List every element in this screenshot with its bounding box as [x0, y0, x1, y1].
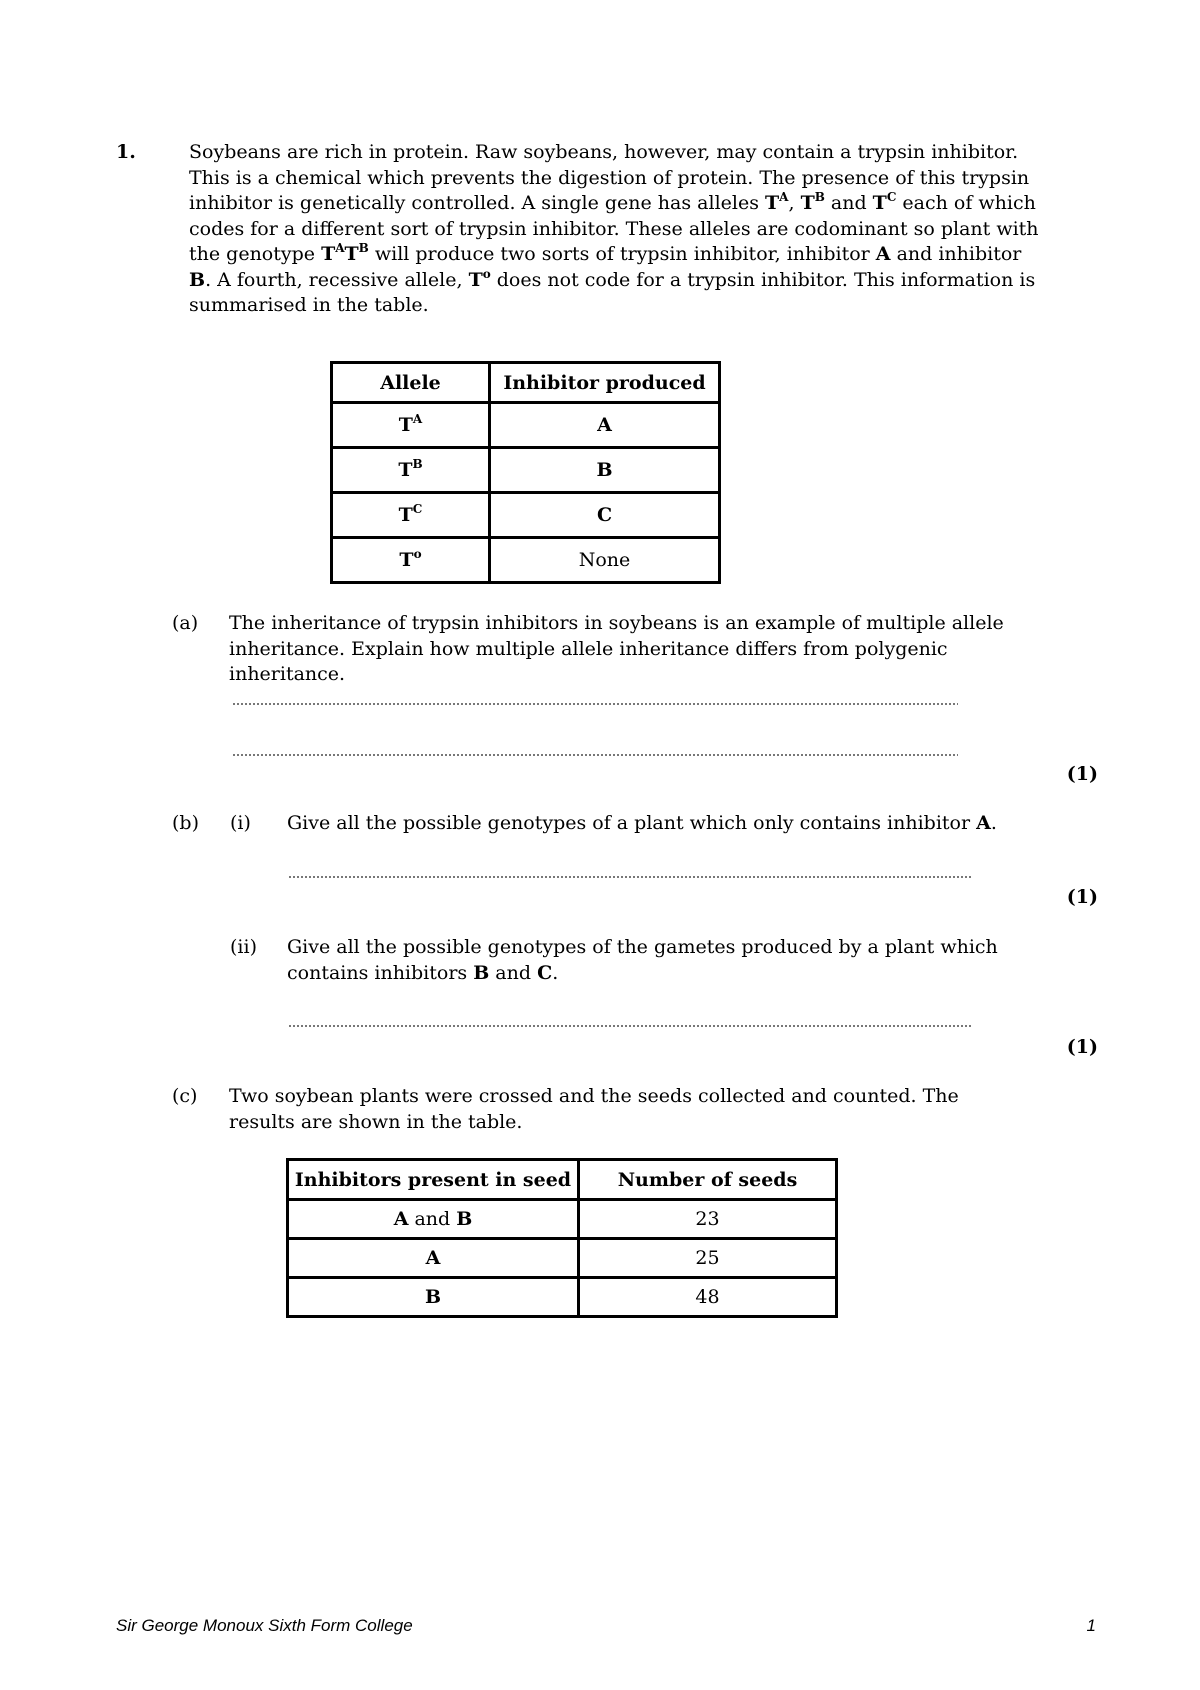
answer-line[interactable]: [232, 703, 958, 705]
allele-sup: C: [886, 190, 897, 204]
allele-symbol: T: [800, 192, 815, 214]
allele-cell: $T^o$: [332, 538, 490, 583]
intro-text-6: does not code for a trypsin inhibitor. This information is summarised in the table.: [189, 268, 1036, 316]
intro-paragraph: [189, 140, 1049, 319]
allele-sup: A: [779, 190, 789, 204]
column-header: Inhibitor produced: [490, 363, 720, 403]
count-cell: 48: [579, 1278, 837, 1317]
separator: and: [824, 192, 873, 214]
inhibitor-cell: C: [490, 493, 720, 538]
part-b-i-text: Give all the possible genotypes of a plant which only contains inhibitor A.: [287, 812, 997, 834]
marks-label: (1): [1066, 763, 1098, 785]
allele-sup: B: [358, 241, 369, 255]
part-c-label: (c): [172, 1085, 198, 1107]
table-header-row: [332, 363, 720, 403]
inhibitors-cell: A: [288, 1239, 579, 1278]
table-row: [288, 1278, 837, 1317]
part-b-label: (b): [172, 812, 199, 834]
intro-text-5: . A fourth, recessive allele,: [205, 268, 469, 291]
allele-sup: B: [814, 190, 825, 204]
count-cell: 25: [579, 1239, 837, 1278]
column-header: Inhibitors present in seed: [288, 1160, 579, 1200]
table-row: [288, 1200, 837, 1239]
question-number: 1.: [116, 141, 136, 163]
table-row: [332, 493, 720, 538]
allele-symbol: T: [344, 243, 359, 265]
footer-college: Sir George Monoux Sixth Form College: [116, 1616, 413, 1635]
part-a-text: The inheritance of trypsin inhibitors in soybeans is an example of multiple allele inheritance. Explain how multiple allele inheritance differs from polygenic inheritance.: [229, 612, 1004, 685]
table-row: [332, 448, 720, 493]
part-c-text: Two soybean plants were crossed and the seeds collected and counted. The results are shown in the table.: [229, 1085, 959, 1133]
allele-symbol: T: [765, 192, 780, 214]
column-header: Allele: [332, 363, 490, 403]
separator: ,: [788, 192, 801, 214]
marks-label: (1): [1066, 886, 1098, 908]
inhibitor-cell: None: [490, 538, 720, 583]
allele-table: [330, 361, 721, 584]
table-header-row: [288, 1160, 837, 1200]
allele-symbol: T: [468, 268, 483, 291]
answer-line[interactable]: [288, 1025, 972, 1027]
allele-cell: $T^C$: [332, 493, 490, 538]
inhibitor-cell: B: [490, 448, 720, 493]
part-b-ii-label: (ii): [230, 936, 257, 958]
table-row: [332, 538, 720, 583]
intro-text-4: and inhibitor: [890, 243, 1022, 265]
inhibitor-symbol: B: [189, 268, 206, 291]
inhibitors-cell: A and B: [288, 1200, 579, 1239]
allele-symbol: T: [872, 192, 887, 214]
inhibitor-symbol: A: [875, 243, 891, 265]
allele-sup: o: [482, 266, 491, 281]
part-a-label: (a): [172, 612, 199, 634]
allele-cell: $T^A$: [332, 403, 490, 448]
intro-text-3: will produce two sorts of trypsin inhibitor, inhibitor: [368, 243, 876, 265]
part-b-i-label: (i): [230, 812, 251, 834]
part-b-ii-text: Give all the possible genotypes of the gametes produced by a plant which contains inhibitors B and C.: [287, 936, 998, 984]
seeds-table: [286, 1158, 838, 1318]
footer-page-number: 1: [1086, 1616, 1096, 1635]
allele-symbol: T: [321, 243, 336, 265]
table-row: [332, 403, 720, 448]
allele-sup: A: [335, 241, 345, 255]
table-row: [288, 1239, 837, 1278]
allele-cell: $T^B$: [332, 448, 490, 493]
column-header: Number of seeds: [579, 1160, 837, 1200]
marks-label: (1): [1066, 1036, 1098, 1058]
inhibitors-cell: B: [288, 1278, 579, 1317]
answer-line[interactable]: [232, 754, 958, 756]
answer-line[interactable]: [288, 876, 972, 878]
count-cell: 23: [579, 1200, 837, 1239]
inhibitor-cell: A: [490, 403, 720, 448]
intro-text-1: Soybeans are rich in protein. Raw soybeans, however, may contain a trypsin inhibitor. This is a chemical which prevents the digestion of protein. The presence of this trypsin inhibitor is genetically controlled. A single gene has alleles: [189, 141, 1030, 214]
intro-text-2: each of which codes for a different sort of trypsin inhibitor. These alleles are codominant so plant with the genotype: [189, 192, 1039, 265]
